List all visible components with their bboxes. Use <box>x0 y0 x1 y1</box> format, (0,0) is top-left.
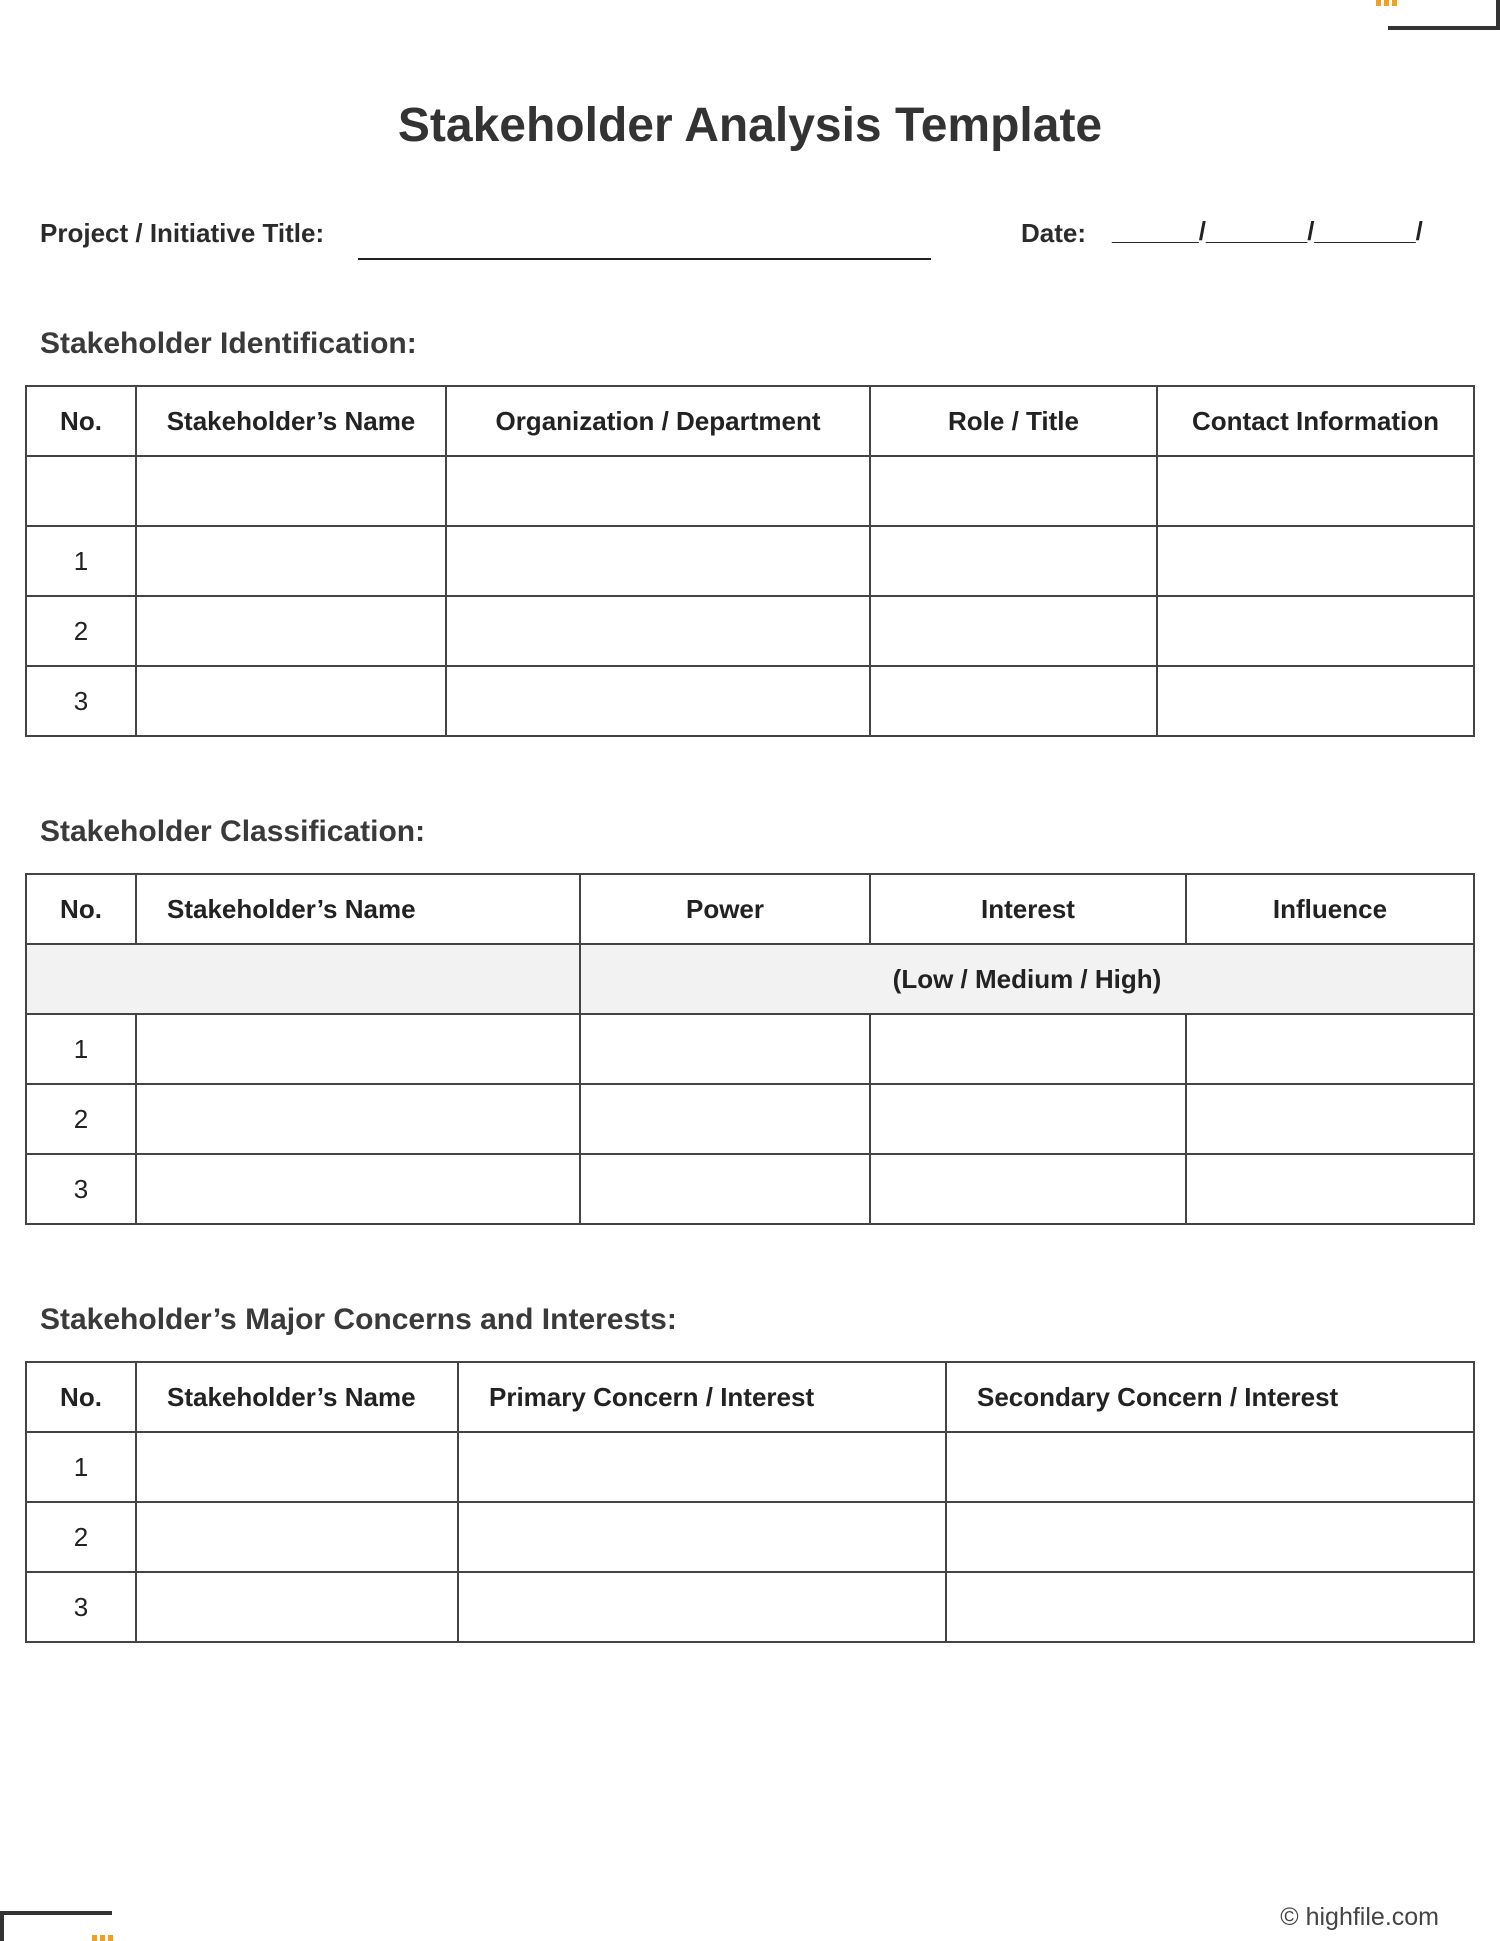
table-header-row <box>26 1362 1474 1432</box>
table-row <box>26 1084 1474 1154</box>
header-contact: Contact Information <box>1157 386 1474 456</box>
primary-concern-cell[interactable] <box>458 1432 946 1502</box>
header-power: Power <box>580 874 870 944</box>
name-cell[interactable] <box>136 1502 458 1572</box>
influence-cell[interactable] <box>1186 1014 1474 1084</box>
date-field[interactable]: ______/_______/_______/ <box>1112 216 1423 246</box>
primary-concern-cell[interactable] <box>458 1572 946 1642</box>
table-row <box>26 1154 1474 1224</box>
identification-table <box>25 385 1475 737</box>
project-title-field[interactable] <box>358 258 931 260</box>
scale-row <box>26 944 1474 1014</box>
row-number: 3 <box>26 1572 136 1642</box>
header-primary-concern: Primary Concern / Interest <box>458 1362 946 1432</box>
secondary-concern-cell[interactable] <box>946 1432 1474 1502</box>
corner-accent-top-right <box>1376 0 1400 6</box>
concerns-table <box>25 1361 1475 1643</box>
role-cell[interactable] <box>870 666 1157 736</box>
organization-cell[interactable] <box>446 456 870 526</box>
role-cell[interactable] <box>870 526 1157 596</box>
table-row <box>26 1014 1474 1084</box>
corner-decoration-top-right <box>1388 0 1500 30</box>
organization-cell[interactable] <box>446 666 870 736</box>
header-secondary-concern: Secondary Concern / Interest <box>946 1362 1474 1432</box>
row-number <box>26 456 136 526</box>
secondary-concern-cell[interactable] <box>946 1502 1474 1572</box>
interest-cell[interactable] <box>870 1014 1186 1084</box>
name-cell[interactable] <box>136 596 446 666</box>
header-no: No. <box>26 874 136 944</box>
classification-table <box>25 873 1475 1225</box>
header-role: Role / Title <box>870 386 1157 456</box>
scale-note: (Low / Medium / High) <box>580 944 1474 1014</box>
primary-concern-cell[interactable] <box>458 1502 946 1572</box>
header-no: No. <box>26 386 136 456</box>
table-row <box>26 596 1474 666</box>
table-row <box>26 456 1474 526</box>
table-row <box>26 526 1474 596</box>
concerns-heading: Stakeholder’s Major Concerns and Interests: <box>40 1303 677 1336</box>
organization-cell[interactable] <box>446 596 870 666</box>
header-stakeholder-name: Stakeholder’s Name <box>136 386 446 456</box>
corner-accent-bottom-left <box>92 1935 116 1941</box>
influence-cell[interactable] <box>1186 1154 1474 1224</box>
name-cell[interactable] <box>136 666 446 736</box>
power-cell[interactable] <box>580 1014 870 1084</box>
role-cell[interactable] <box>870 456 1157 526</box>
organization-cell[interactable] <box>446 526 870 596</box>
header-stakeholder-name: Stakeholder’s Name <box>136 874 580 944</box>
secondary-concern-cell[interactable] <box>946 1572 1474 1642</box>
name-cell[interactable] <box>136 1432 458 1502</box>
row-number: 1 <box>26 526 136 596</box>
header-no: No. <box>26 1362 136 1432</box>
page-title: Stakeholder Analysis Template <box>397 99 1103 152</box>
name-cell[interactable] <box>136 526 446 596</box>
power-cell[interactable] <box>580 1154 870 1224</box>
name-cell[interactable] <box>136 1014 580 1084</box>
copyright-footer: © highfile.com <box>1280 1903 1439 1931</box>
row-number: 3 <box>26 1154 136 1224</box>
table-row <box>26 1572 1474 1642</box>
contact-cell[interactable] <box>1157 596 1474 666</box>
header-organization: Organization / Department <box>446 386 870 456</box>
name-cell[interactable] <box>136 1572 458 1642</box>
name-cell[interactable] <box>136 1154 580 1224</box>
row-number: 1 <box>26 1014 136 1084</box>
interest-cell[interactable] <box>870 1154 1186 1224</box>
contact-cell[interactable] <box>1157 666 1474 736</box>
scale-blank-cell <box>26 944 580 1014</box>
role-cell[interactable] <box>870 596 1157 666</box>
table-row <box>26 666 1474 736</box>
date-label: Date: <box>1021 218 1087 248</box>
row-number: 2 <box>26 1502 136 1572</box>
header-influence: Influence <box>1186 874 1474 944</box>
header-interest: Interest <box>870 874 1186 944</box>
row-number: 2 <box>26 596 136 666</box>
contact-cell[interactable] <box>1157 526 1474 596</box>
table-header-row <box>26 386 1474 456</box>
table-header-row <box>26 874 1474 944</box>
row-number: 2 <box>26 1084 136 1154</box>
row-number: 3 <box>26 666 136 736</box>
header-stakeholder-name: Stakeholder’s Name <box>136 1362 458 1432</box>
table-row <box>26 1502 1474 1572</box>
contact-cell[interactable] <box>1157 456 1474 526</box>
power-cell[interactable] <box>580 1084 870 1154</box>
table-row <box>26 1432 1474 1502</box>
interest-cell[interactable] <box>870 1084 1186 1154</box>
identification-heading: Stakeholder Identification: <box>40 327 417 360</box>
influence-cell[interactable] <box>1186 1084 1474 1154</box>
name-cell[interactable] <box>136 456 446 526</box>
classification-heading: Stakeholder Classification: <box>40 815 426 848</box>
project-title-label: Project / Initiative Title: <box>40 218 325 248</box>
name-cell[interactable] <box>136 1084 580 1154</box>
row-number: 1 <box>26 1432 136 1502</box>
